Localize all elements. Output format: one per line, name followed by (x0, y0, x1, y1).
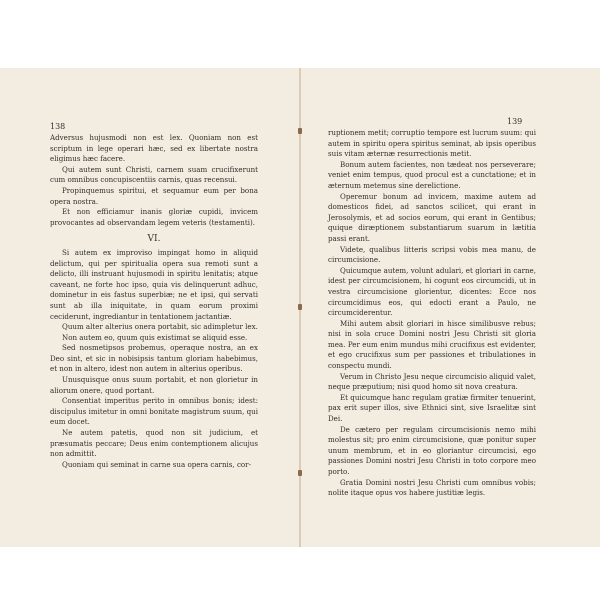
paragraph: Mihi autem absit gloriari in hisce similibusve rebus; nisi in sola cruce Domini nostri Jesu Christi sit gloria mea. Per eum enim mundus mihi crucifixus est evidenter, et ego crucifixus sum per passiones et tribulationes in conspectu mundi. (328, 318, 536, 371)
paragraph: Gratia Domini nostri Jesu Christi cum omnibus vobis; nolite itaque opus vos habere justitiæ legis. (328, 477, 536, 498)
right-page-text (328, 128, 536, 499)
paragraph: Quoniam qui seminat in carne sua opera carnis, cor- (62, 459, 251, 469)
paragraph: Propinquemus spiritui, et sequamur eum per bona opera nostra. (50, 185, 258, 206)
binding-stitch (298, 304, 302, 310)
paragraph: Verum in Christo Jesu neque circumcisio aliquid valet, neque præputium; nisi quod homo sit nova creatura. (328, 371, 536, 392)
paragraph: Videte, qualibus litteris scripsi vobis mea manu, de circumcisione. (328, 244, 536, 265)
paragraph: Operemur bonum ad invicem, maxime autem ad domesticos fidei, ad sanctos scilicet, qui erant in Jerosolymis, et ad socios eorum, qui erant in Gentibus; quique diræptionem substantiarum suarum in lætitia passi erant. (328, 191, 536, 243)
paragraph: Ne autem patetis, quod non sit judicium, et præsumatis peccare; Deus enim contemptionem alicujus non admittit. (50, 428, 258, 459)
section-heading: VI. (147, 234, 161, 245)
binding-stitch (298, 470, 302, 476)
paragraph: De cætero per regulam circumcisionis nemo mihi molestus sit; pro enim circumcisione, quæ ponitur super unum membrum, et in eo gloriantur circumcisi, ego passiones Domini nostri Jesu Christi in toto corpore meo porto. (328, 424, 536, 476)
left-page-number: 138 (50, 122, 66, 131)
paragraph: Quum alter alterius onera portabit, sic adimpletur lex. (62, 322, 258, 332)
paragraph: Qui autem sunt Christi, carnem suam crucifixerunt cum omnibus concupiscentiis carnis, quas recensui. (50, 164, 258, 185)
paragraph: Unusquisque onus suum portabit, et non glorietur in aliorum onere, quod portant. (50, 375, 258, 395)
paragraph: Quicumque autem, volunt adulari, et gloriari in carne, idest per circumcisionem, hi cogunt eos circumcidi, ut in vestra circumcisione glorientur, dicentes: Ecce nos circumcidimus eos, qui edocti erant a Paulo, ne circumciderentur. (328, 265, 536, 318)
binding-stitch (298, 128, 302, 134)
paragraph: Consentiat imperitus perito in omnibus bonis; idest: discipulus imitetur in omni bonitate magistrum suum, qui eum docet. (50, 396, 258, 427)
paragraph: ruptionem metit; corruptio tempore est lucrum suum: qui autem in spiritu opera spiritus seminat, ab ipsis operibus suis vitam æternæ resurrectionis metit. (328, 128, 536, 159)
paragraph: Bonum autem facientes, non tædeat nos perseverare; veniet enim tempus, quod procul est a cunctatione; et in æternum metemus sine derelictione. (328, 159, 536, 190)
paragraph: Adversus hujusmodi non est lex. Quoniam non est scriptum in lege operari hæc, sed ex libertate nostra eligimus hæc facere. (50, 133, 258, 164)
paragraph: Sed nosmetipsos probemus, operaque nostra, an ex Deo sint, et sic in nobisipsis tantum gloriam habebimus, et non in altero, idest non autem in alterius operibus. (50, 343, 258, 374)
paragraph: Et non efficiamur inanis gloriæ cupidi, invicem provocantes ad observandam legem veteris (testamenti). (50, 207, 258, 227)
paragraph: Non autem eo, quum quis existimat se aliquid esse. (62, 332, 248, 342)
left-page-text (50, 133, 258, 470)
right-page-number: 139 (507, 117, 523, 126)
paragraph: Et quicumque hanc regulam gratiæ firmiter tenuerint, pax erit super illos, sive Ethnici sint, sive Israelitæ sint Dei. (328, 392, 536, 424)
paragraph: Si autem ex improviso impingat homo in aliquid delictum, qui per spiritualia opera sua remoti sunt a delicto, illi instruant hujusmodi in spiritu lenitatis; atque caveant, ne forte hoc ipso, quia vis delinquerunt adhuc, dominetur in eis fastus superbiæ; ne et ipsi, qui servati sunt ab illa iniquitate, in quam eorum proximi ceciderunt, ingrediantur in tentationem jactantiæ. (50, 247, 258, 321)
